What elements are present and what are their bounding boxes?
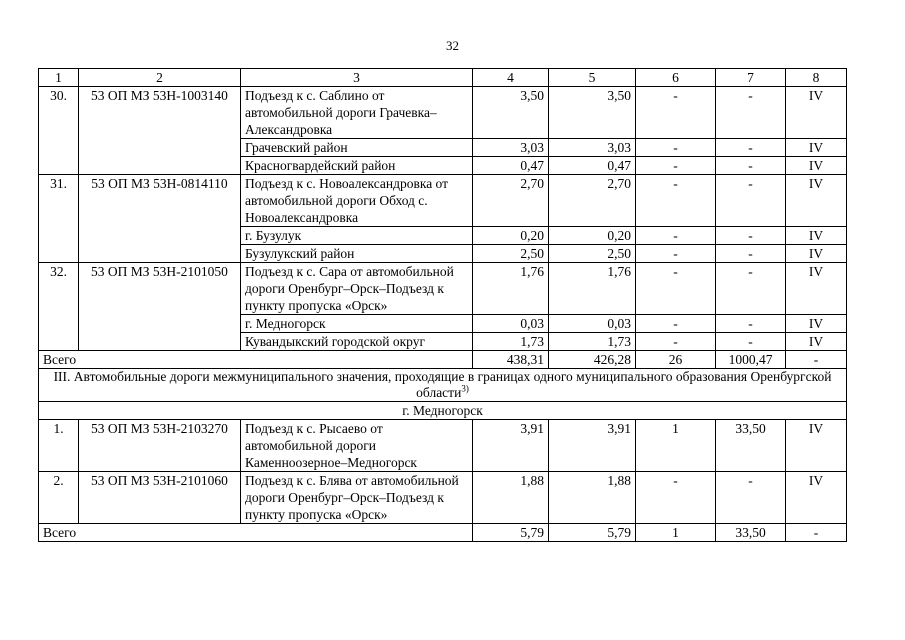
header-cell: 8 xyxy=(786,69,847,87)
cell-4: 3,91 xyxy=(473,420,549,472)
cell-5: 0,47 xyxy=(549,157,636,175)
cell-4: 1,73 xyxy=(473,333,549,351)
total-cell-4: 438,31 xyxy=(473,351,549,369)
district-name: г. Бузулук xyxy=(241,227,473,245)
cell-5: 0,20 xyxy=(549,227,636,245)
subsection-heading: г. Медногорск xyxy=(39,402,847,420)
section-title: III. Автомобильные дороги межмуниципального значения, проходящие в границах одного муниципального образования Оренбургской области xyxy=(53,369,832,400)
section-row xyxy=(39,369,847,402)
cell-6: - xyxy=(636,175,716,227)
cell-6: - xyxy=(636,245,716,263)
road-code: 53 ОП МЗ 53Н-2101060 xyxy=(79,472,241,524)
header-cell: 1 xyxy=(39,69,79,87)
cell-6: - xyxy=(636,87,716,139)
row-number: 1. xyxy=(39,420,79,472)
cell-6: - xyxy=(636,315,716,333)
header-cell: 7 xyxy=(716,69,786,87)
cell-4: 1,88 xyxy=(473,472,549,524)
total-label: Всего xyxy=(39,351,473,369)
road-name: Подъезд к с. Рысаево от автомобильной дороги Каменноозерное–Медногорск xyxy=(241,420,473,472)
cell-6: 1 xyxy=(636,420,716,472)
road-code: 53 ОП МЗ 53Н-2101050 xyxy=(79,263,241,351)
district-name: г. Медногорск xyxy=(241,315,473,333)
total-cell-6: 1 xyxy=(636,524,716,542)
cell-6: - xyxy=(636,263,716,315)
cell-7: - xyxy=(716,245,786,263)
cell-8: IV xyxy=(786,175,847,227)
cell-4: 3,03 xyxy=(473,139,549,157)
road-name: Подъезд к с. Саблино от автомобильной дороги Грачевка–Александровка xyxy=(241,87,473,139)
cell-8: IV xyxy=(786,87,847,139)
road-name: Подъезд к с. Блява от автомобильной дороги Оренбург–Орск–Подъезд к пункту пропуска «Орск» xyxy=(241,472,473,524)
cell-5: 2,50 xyxy=(549,245,636,263)
table-row xyxy=(39,87,847,139)
cell-5: 2,70 xyxy=(549,175,636,227)
cell-4: 0,20 xyxy=(473,227,549,245)
road-code: 53 ОП МЗ 53Н-2103270 xyxy=(79,420,241,472)
roads-table xyxy=(38,68,847,542)
header-cell: 2 xyxy=(79,69,241,87)
cell-4: 2,50 xyxy=(473,245,549,263)
header-cell: 4 xyxy=(473,69,549,87)
cell-5: 0,03 xyxy=(549,315,636,333)
cell-8: IV xyxy=(786,157,847,175)
total-cell-8: - xyxy=(786,351,847,369)
cell-4: 0,03 xyxy=(473,315,549,333)
subsection-row xyxy=(39,402,847,420)
district-name: Бузулукский район xyxy=(241,245,473,263)
header-row xyxy=(39,69,847,87)
cell-4: 2,70 xyxy=(473,175,549,227)
cell-8: IV xyxy=(786,420,847,472)
cell-7: - xyxy=(716,333,786,351)
cell-4: 3,50 xyxy=(473,87,549,139)
cell-8: IV xyxy=(786,139,847,157)
footnote-marker: 3) xyxy=(461,383,469,394)
table-row xyxy=(39,175,847,227)
cell-7: 33,50 xyxy=(716,420,786,472)
header-cell: 3 xyxy=(241,69,473,87)
cell-7: - xyxy=(716,175,786,227)
section-heading xyxy=(39,369,847,402)
cell-7: - xyxy=(716,315,786,333)
header-cell: 6 xyxy=(636,69,716,87)
road-name: Подъезд к с. Сара от автомобильной дороги Оренбург–Орск–Подъезд к пункту пропуска «Орск» xyxy=(241,263,473,315)
total-cell-6: 26 xyxy=(636,351,716,369)
page-number: 32 xyxy=(446,38,459,53)
table-row xyxy=(39,263,847,315)
district-name: Красногвардейский район xyxy=(241,157,473,175)
header-cell: 5 xyxy=(549,69,636,87)
row-number: 30. xyxy=(39,87,79,175)
total-row xyxy=(39,351,847,369)
cell-7: - xyxy=(716,87,786,139)
table-row xyxy=(39,472,847,524)
cell-5: 1,88 xyxy=(549,472,636,524)
total-label: Всего xyxy=(39,524,473,542)
cell-8: IV xyxy=(786,472,847,524)
total-cell-5: 5,79 xyxy=(549,524,636,542)
cell-7: - xyxy=(716,472,786,524)
cell-8: IV xyxy=(786,333,847,351)
road-code: 53 ОП МЗ 53Н-1003140 xyxy=(79,87,241,175)
row-number: 32. xyxy=(39,263,79,351)
cell-8: IV xyxy=(786,245,847,263)
row-number: 31. xyxy=(39,175,79,263)
cell-6: - xyxy=(636,139,716,157)
cell-7: - xyxy=(716,139,786,157)
table-row xyxy=(39,420,847,472)
cell-5: 3,50 xyxy=(549,87,636,139)
cell-8: IV xyxy=(786,263,847,315)
road-code: 53 ОП МЗ 53Н-0814110 xyxy=(79,175,241,263)
cell-7: - xyxy=(716,227,786,245)
total-cell-7: 33,50 xyxy=(716,524,786,542)
cell-4: 0,47 xyxy=(473,157,549,175)
cell-6: - xyxy=(636,333,716,351)
cell-5: 1,76 xyxy=(549,263,636,315)
cell-6: - xyxy=(636,472,716,524)
cell-5: 3,03 xyxy=(549,139,636,157)
cell-6: - xyxy=(636,157,716,175)
cell-7: - xyxy=(716,157,786,175)
row-number: 2. xyxy=(39,472,79,524)
total-cell-7: 1000,47 xyxy=(716,351,786,369)
cell-6: - xyxy=(636,227,716,245)
total-cell-4: 5,79 xyxy=(473,524,549,542)
road-name: Подъезд к с. Новоалександровка от автомобильной дороги Обход с. Новоалександровка xyxy=(241,175,473,227)
cell-5: 1,73 xyxy=(549,333,636,351)
cell-7: - xyxy=(716,263,786,315)
district-name: Кувандыкский городской округ xyxy=(241,333,473,351)
total-row xyxy=(39,524,847,542)
total-cell-5: 426,28 xyxy=(549,351,636,369)
total-cell-8: - xyxy=(786,524,847,542)
cell-8: IV xyxy=(786,227,847,245)
cell-4: 1,76 xyxy=(473,263,549,315)
cell-8: IV xyxy=(786,315,847,333)
cell-5: 3,91 xyxy=(549,420,636,472)
district-name: Грачевский район xyxy=(241,139,473,157)
